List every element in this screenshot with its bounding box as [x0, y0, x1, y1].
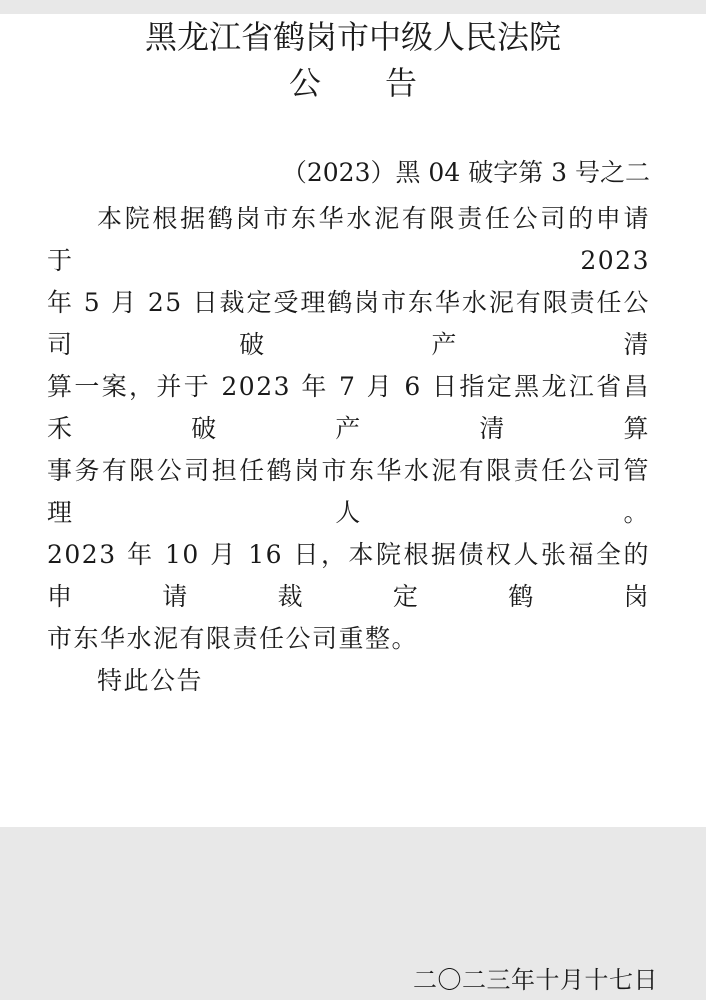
body-line: 市东华水泥有限责任公司重整。 — [47, 624, 419, 653]
body-paragraph — [47, 198, 650, 660]
body-line: 算一案，并于 2023 年 7 月 6 日指定黑龙江省昌禾破产清算 — [47, 372, 650, 443]
body-line: 本院根据鹤岗市东华水泥有限责任公司的申请于 2023 — [47, 204, 650, 275]
body-line: 年 5 月 25 日裁定受理鹤岗市东华水泥有限责任公司破产清 — [47, 288, 650, 359]
announcement-page — [0, 14, 706, 994]
body-line: 事务有限公司担任鹤岗市东华水泥有限责任公司管理人。 — [47, 456, 650, 527]
court-name-heading: 黑龙江省鹤岗市中级人民法院 — [144, 18, 561, 56]
case-number: （2023）黑 04 破字第 3 号之二 — [281, 158, 650, 187]
closing-phrase: 特此公告 — [97, 666, 204, 695]
announcement-title: 公 告 — [288, 64, 417, 102]
announcement-body — [0, 156, 706, 702]
body-line: 2023 年 10 月 16 日，本院根据债权人张福全的申请裁定鹤岗 — [47, 540, 650, 611]
document-date: 二〇二三年十月十七日 — [413, 966, 658, 994]
